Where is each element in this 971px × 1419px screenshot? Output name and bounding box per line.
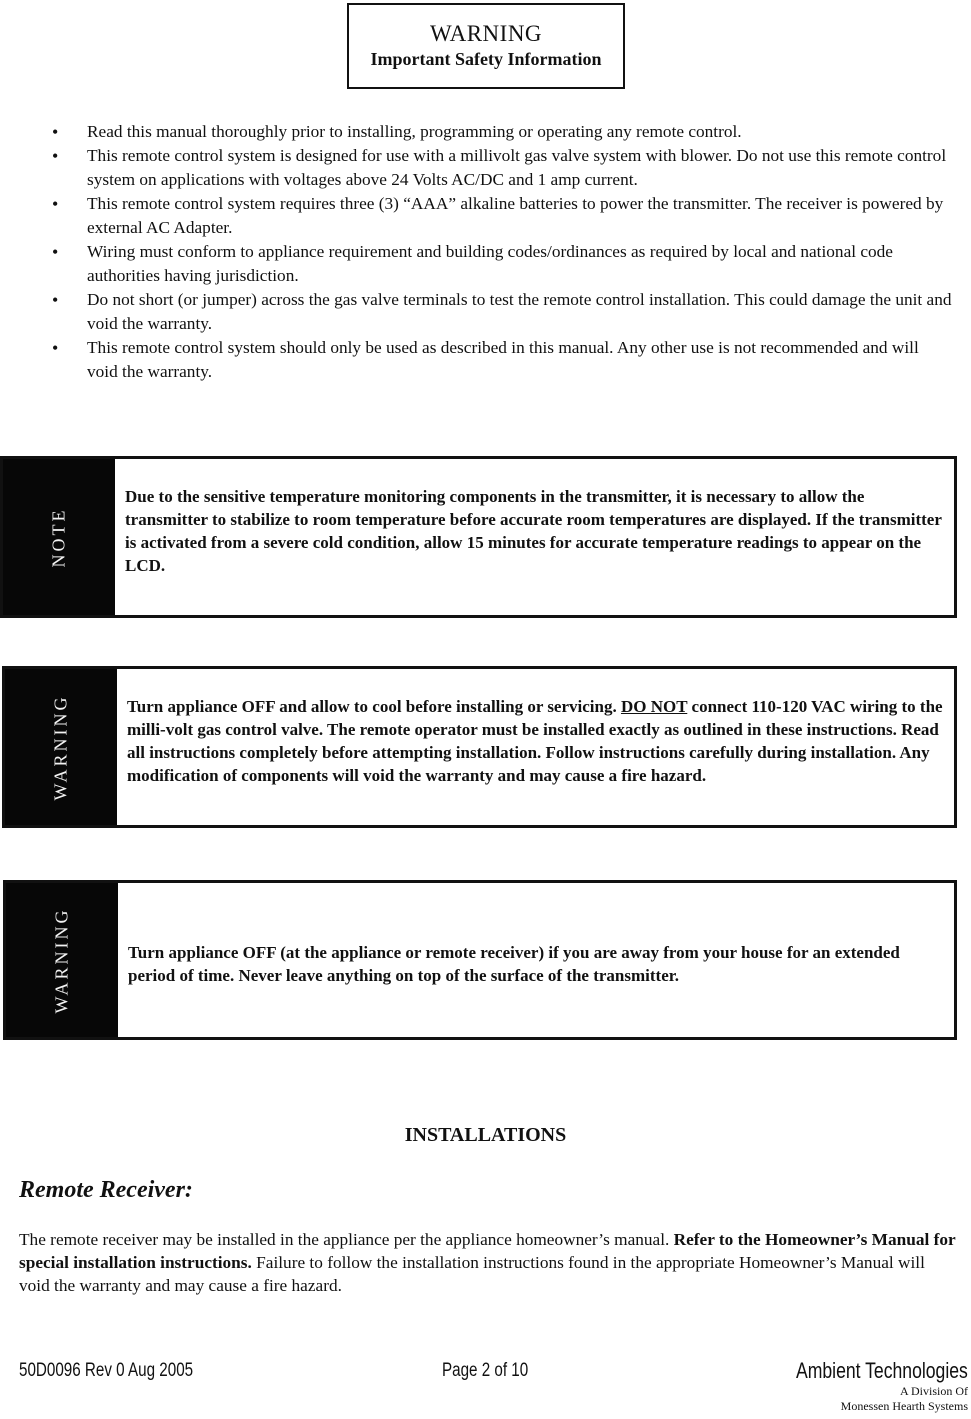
paragraph-text: Failure to follow the installation instructions found in the appropriate Homeowner’s Manual will void the warranty and may cause a fire hazard. [19,1253,925,1295]
company-block [753,1358,968,1414]
list-item: • This remote control system should only be used as described in this manual. Any other use is not recommended and will void the warranty. [52,336,952,384]
installations-heading: INSTALLATIONS [404,1124,567,1146]
warning-label: WARNING [51,907,72,1013]
company-name: Ambient Technologies [796,1358,968,1383]
note-text: Due to the sensitive temperature monitoring components in the transmitter, it is necessary to allow the transmitter to stabilize to room temperature before accurate room temperatures are displayed. If the transmitter is activated from a severe cold condition, allow 15 minutes for accurate temperature readings to appear on the LCD. [125,487,942,575]
warning-callout-away [3,880,957,1040]
list-item: • This remote control system is designed for use with a millivolt gas valve system with blower. Do not use this remote control system on applications with voltages above 24 Volts AC/DC and 1 amp current. [52,144,952,192]
list-item: • This remote control system requires three (3) “AAA” alkaline batteries to power the transmitter. The receiver is powered by external AC Adapter. [52,192,952,240]
division-line-2: Monessen Hearth Systems [840,1399,968,1413]
warning-header-subtitle: Important Safety Information [370,49,602,69]
safety-bullet-list [52,120,952,384]
remote-receiver-heading: Remote Receiver: [19,1177,193,1203]
paragraph-text: The remote receiver may be installed in the appliance per the appliance homeowner’s manual. [19,1230,674,1249]
warning-text-part: Turn appliance OFF and allow to cool before installing or servicing. [127,697,621,716]
warning-side-label [6,883,118,1037]
warning-header-box [347,3,625,89]
warning-install-text [127,695,946,787]
warning-header-title: WARNING [429,21,543,46]
note-side-label [3,459,115,615]
list-item: • Wiring must conform to appliance requirement and building codes/ordinances as required by local and national code authorities having jurisdiction. [52,240,952,288]
division-line-1: A Division Of [899,1384,968,1398]
warning-label: WARNING [50,694,71,800]
page-number: Page 2 of 10 [442,1360,529,1381]
remote-receiver-paragraph [19,1228,959,1297]
warning-text-part: connect 110-120 VAC wiring to the milli-volt gas control valve. The remote operator must be installed exactly as outlined in these instructions. Read all instructions completely before attempting installation. Follow instructions carefully during installation. Any modification of components will void the warranty and may cause a fire hazard. [127,697,943,785]
do-not-emphasis: DO NOT [620,697,688,716]
paragraph-bold-text: Refer to the Homeowner’s Manual for special installation instructions. [19,1230,956,1272]
note-callout [0,456,957,618]
list-item: • Read this manual thoroughly prior to installing, programming or operating any remote control. [52,120,952,144]
warning-side-label [5,669,117,825]
warning-callout-install [2,666,957,828]
note-label: NOTE [48,507,69,567]
document-id: 50D0096 Rev 0 Aug 2005 [19,1360,194,1381]
list-item: • Do not short (or jumper) across the gas valve terminals to test the remote control installation. This could damage the unit and void the warranty. [52,288,952,336]
warning-away-text: Turn appliance OFF (at the appliance or remote receiver) if you are away from your house for an extended period of time. Never leave anything on top of the surface of the transmitter. [128,943,900,985]
